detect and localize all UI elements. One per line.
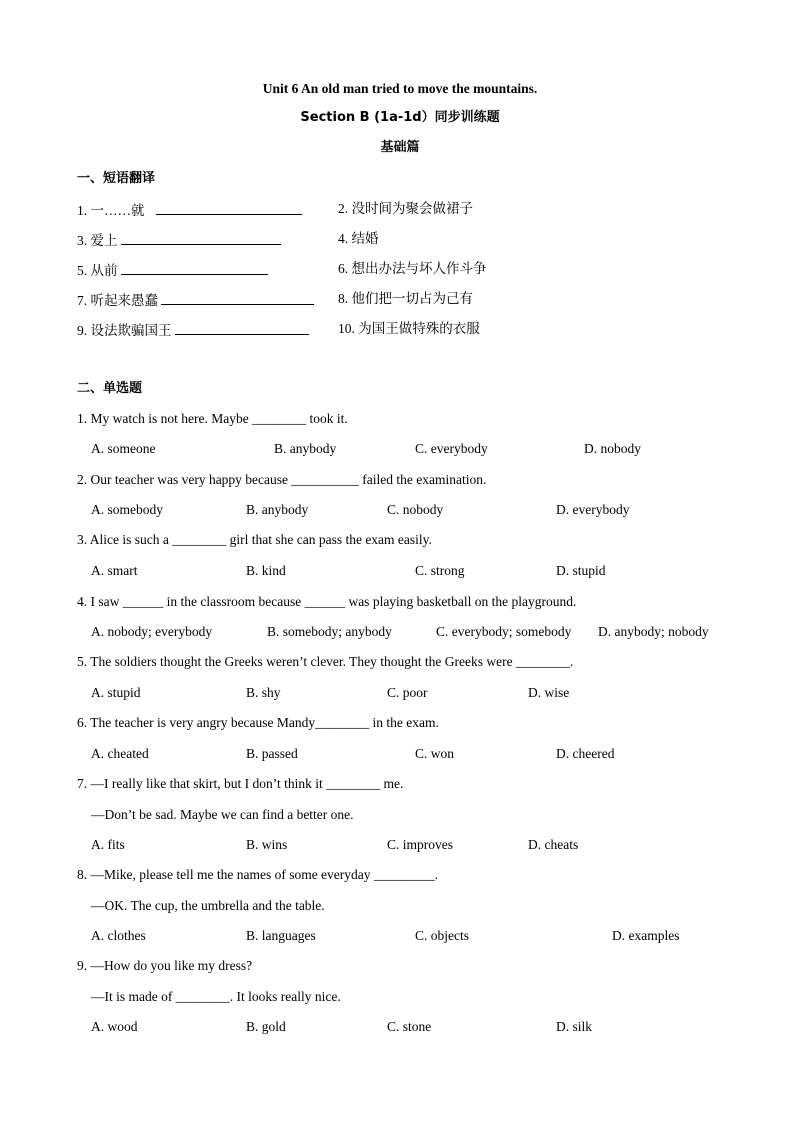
answer-blank[interactable]: [156, 202, 302, 215]
answer-option[interactable]: C. nobody: [387, 502, 444, 517]
answer-option[interactable]: A. cheated: [91, 746, 149, 761]
answer-option[interactable]: D. cheats: [528, 837, 579, 852]
answer-option[interactable]: D. silk: [556, 1019, 593, 1034]
answer-option[interactable]: D. examples: [612, 928, 680, 943]
answer-blank[interactable]: [161, 292, 314, 305]
answer-blank[interactable]: [175, 322, 309, 335]
answer-option[interactable]: D. anybody; nobody: [598, 624, 709, 639]
answer-option[interactable]: C. poor: [387, 685, 428, 700]
translation-prompt: 3. 爱上: [77, 233, 118, 248]
worksheet-subtitle: Section B (1a-1d）同步训练题: [300, 110, 500, 125]
translation-prompt: 6. 想出办法与坏人作斗争: [338, 261, 487, 276]
answer-option[interactable]: C. everybody: [415, 441, 488, 456]
question-stem: 7. —I really like that skirt, but I don’t think it ________ me.: [77, 776, 404, 791]
translation-item: [338, 292, 473, 306]
translation-item: [77, 202, 302, 218]
answer-option[interactable]: B. wins: [246, 837, 288, 852]
answer-option[interactable]: C. stone: [387, 1019, 432, 1034]
answer-option[interactable]: C. strong: [415, 563, 465, 578]
worksheet-level: 基础篇: [380, 140, 420, 155]
answer-option[interactable]: B. shy: [246, 685, 281, 700]
translation-item: [77, 322, 309, 338]
worksheet-title: Unit 6 An old man tried to move the mountains.: [262, 81, 538, 96]
section-heading-translation: 一、短语翻译: [77, 171, 156, 186]
question-stem: 4. I saw ______ in the classroom because ______ was playing basketball on the playground.: [77, 594, 577, 609]
answer-option[interactable]: A. someone: [91, 441, 156, 456]
answer-option[interactable]: A. fits: [91, 837, 125, 852]
translation-item: [77, 292, 314, 308]
translation-prompt: 5. 从前: [77, 263, 118, 278]
answer-option[interactable]: D. wise: [528, 685, 570, 700]
question-reply: —OK. The cup, the umbrella and the table.: [91, 898, 325, 913]
answer-option[interactable]: B. passed: [246, 746, 298, 761]
answer-option[interactable]: A. stupid: [91, 685, 141, 700]
question-stem: 2. Our teacher was very happy because __________ failed the examination.: [77, 472, 487, 487]
translation-item: [338, 262, 487, 276]
answer-option[interactable]: A. nobody; everybody: [91, 624, 213, 639]
answer-option[interactable]: D. cheered: [556, 746, 615, 761]
question-stem: 3. Alice is such a ________ girl that she can pass the exam easily.: [77, 532, 432, 547]
answer-option[interactable]: C. objects: [415, 928, 469, 943]
answer-option[interactable]: C. improves: [387, 837, 453, 852]
translation-item: [338, 232, 379, 246]
answer-option[interactable]: C. everybody; somebody: [436, 624, 572, 639]
question-stem: 5. The soldiers thought the Greeks weren’t clever. They thought the Greeks were ________.: [77, 654, 574, 669]
answer-blank[interactable]: [121, 262, 268, 275]
answer-option[interactable]: B. somebody; anybody: [267, 624, 392, 639]
answer-blank[interactable]: [121, 232, 281, 245]
translation-prompt: 10. 为国王做特殊的衣服: [338, 321, 480, 336]
translation-item: [77, 262, 268, 278]
answer-option[interactable]: D. everybody: [556, 502, 630, 517]
translation-prompt: 2. 没时间为聚会做裙子: [338, 201, 473, 216]
question-stem: 1. My watch is not here. Maybe ________ took it.: [77, 411, 348, 426]
translation-item: [338, 322, 480, 336]
question-stem: 8. —Mike, please tell me the names of some everyday _________.: [77, 867, 439, 882]
answer-option[interactable]: B. languages: [246, 928, 316, 943]
translation-prompt: 7. 听起来愚蠢: [77, 293, 158, 308]
answer-option[interactable]: D. stupid: [556, 563, 606, 578]
answer-option[interactable]: B. anybody: [274, 441, 337, 456]
answer-option[interactable]: A. clothes: [91, 928, 146, 943]
answer-option[interactable]: A. smart: [91, 563, 138, 578]
translation-item: [338, 202, 473, 216]
answer-option[interactable]: A. somebody: [91, 502, 163, 517]
translation-prompt: 9. 设法欺骗国王: [77, 323, 172, 338]
answer-option[interactable]: C. won: [415, 746, 455, 761]
section-heading-multiple-choice: 二、单选题: [77, 381, 143, 396]
answer-option[interactable]: D. nobody: [584, 441, 641, 456]
translation-prompt: 8. 他们把一切占为己有: [338, 291, 473, 306]
question-reply: —It is made of ________. It looks really nice.: [91, 989, 341, 1004]
answer-option[interactable]: B. kind: [246, 563, 286, 578]
translation-item: [77, 232, 281, 248]
answer-option[interactable]: B. anybody: [246, 502, 309, 517]
translation-prompt: 4. 结婚: [338, 231, 379, 246]
question-stem: 6. The teacher is very angry because Mandy________ in the exam.: [77, 715, 439, 730]
answer-option[interactable]: B. gold: [246, 1019, 286, 1034]
question-reply: —Don’t be sad. Maybe we can find a better one.: [91, 807, 354, 822]
question-stem: 9. —How do you like my dress?: [77, 958, 253, 973]
translation-prompt: 1. 一……就: [77, 203, 145, 218]
answer-option[interactable]: A. wood: [91, 1019, 138, 1034]
